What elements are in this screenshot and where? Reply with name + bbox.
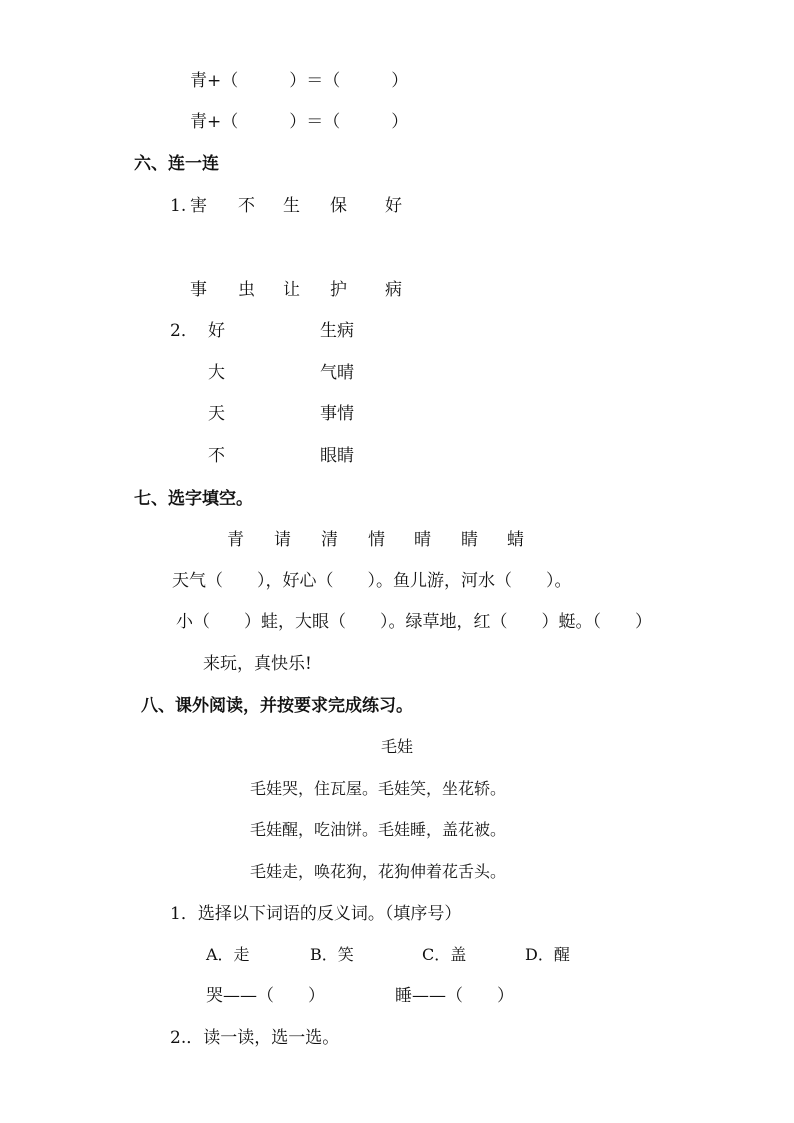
match-bottom-4[interactable]: 护	[330, 280, 347, 300]
match-right-4[interactable]: 眼睛	[320, 446, 354, 466]
match-left-4[interactable]: 不	[208, 446, 225, 466]
section-7-heading: 七、选字填空。	[134, 489, 253, 509]
antonym-pair-1: 哭——（ ）	[206, 986, 325, 1006]
match-top-3[interactable]: 生	[283, 196, 300, 216]
option-a: A．走	[206, 945, 250, 964]
match-bottom-2[interactable]: 虫	[238, 280, 255, 300]
fill-sentence-1: 天气（ ），好心（ ）。鱼儿游，河水（ ）。	[172, 571, 572, 591]
poem-title: 毛娃	[381, 737, 414, 756]
match-top-5[interactable]: 好	[385, 196, 402, 216]
choice-3: 清	[321, 530, 338, 550]
poem-line-3: 毛娃走，唤花狗，花狗伸着花舌头。	[250, 862, 507, 881]
choice-1: 青	[227, 530, 244, 550]
option-c: C．盖	[422, 945, 467, 964]
section-6-heading: 六、连一连	[134, 154, 219, 174]
choice-7: 蜻	[507, 530, 524, 550]
match-bottom-1[interactable]: 事	[190, 280, 207, 300]
option-b: B．笑	[310, 945, 354, 964]
match-right-3[interactable]: 事情	[320, 404, 354, 424]
antonym-pair-2: 睡——（ ）	[395, 986, 514, 1006]
match-left-1[interactable]: 好	[208, 321, 225, 341]
match-top-4[interactable]: 保	[330, 196, 347, 216]
section-8-heading: 八、课外阅读，并按要求完成练习。	[141, 696, 413, 716]
poem-line-1: 毛娃哭，住瓦屋。毛娃笑，坐花轿。	[250, 779, 507, 798]
choice-5: 晴	[414, 530, 431, 550]
choice-2: 请	[274, 530, 291, 550]
q1-number: 1.	[170, 196, 187, 216]
match-top-1[interactable]: 害	[190, 196, 207, 216]
fill-sentence-2: 小（ ）蛙，大眼（ ）。绿草地，红（ ）蜓。（ ）	[176, 612, 652, 632]
match-right-2[interactable]: 气晴	[320, 363, 354, 383]
match-right-1[interactable]: 生病	[320, 321, 354, 341]
q2-number: 2．	[170, 321, 198, 341]
fill-sentence-3: 来玩，真快乐!	[203, 654, 312, 674]
fill-line-1: 青+（ ）＝（ ）	[190, 71, 409, 91]
option-d: D．醒	[525, 945, 570, 964]
reading-question-2: 2.．读一读，选一选。	[170, 1028, 340, 1048]
fill-line-2: 青+（ ）＝（ ）	[190, 112, 409, 132]
choice-6: 睛	[461, 530, 478, 550]
choice-4: 情	[368, 530, 385, 550]
match-left-2[interactable]: 大	[208, 363, 225, 383]
poem-line-2: 毛娃醒，吃油饼。毛娃睡，盖花被。	[250, 820, 507, 839]
match-left-3[interactable]: 天	[208, 404, 225, 424]
reading-question-1: 1．选择以下词语的反义词。（填序号）	[170, 904, 462, 924]
match-top-2[interactable]: 不	[238, 196, 255, 216]
match-bottom-5[interactable]: 病	[385, 280, 402, 300]
match-bottom-3[interactable]: 让	[283, 280, 300, 300]
